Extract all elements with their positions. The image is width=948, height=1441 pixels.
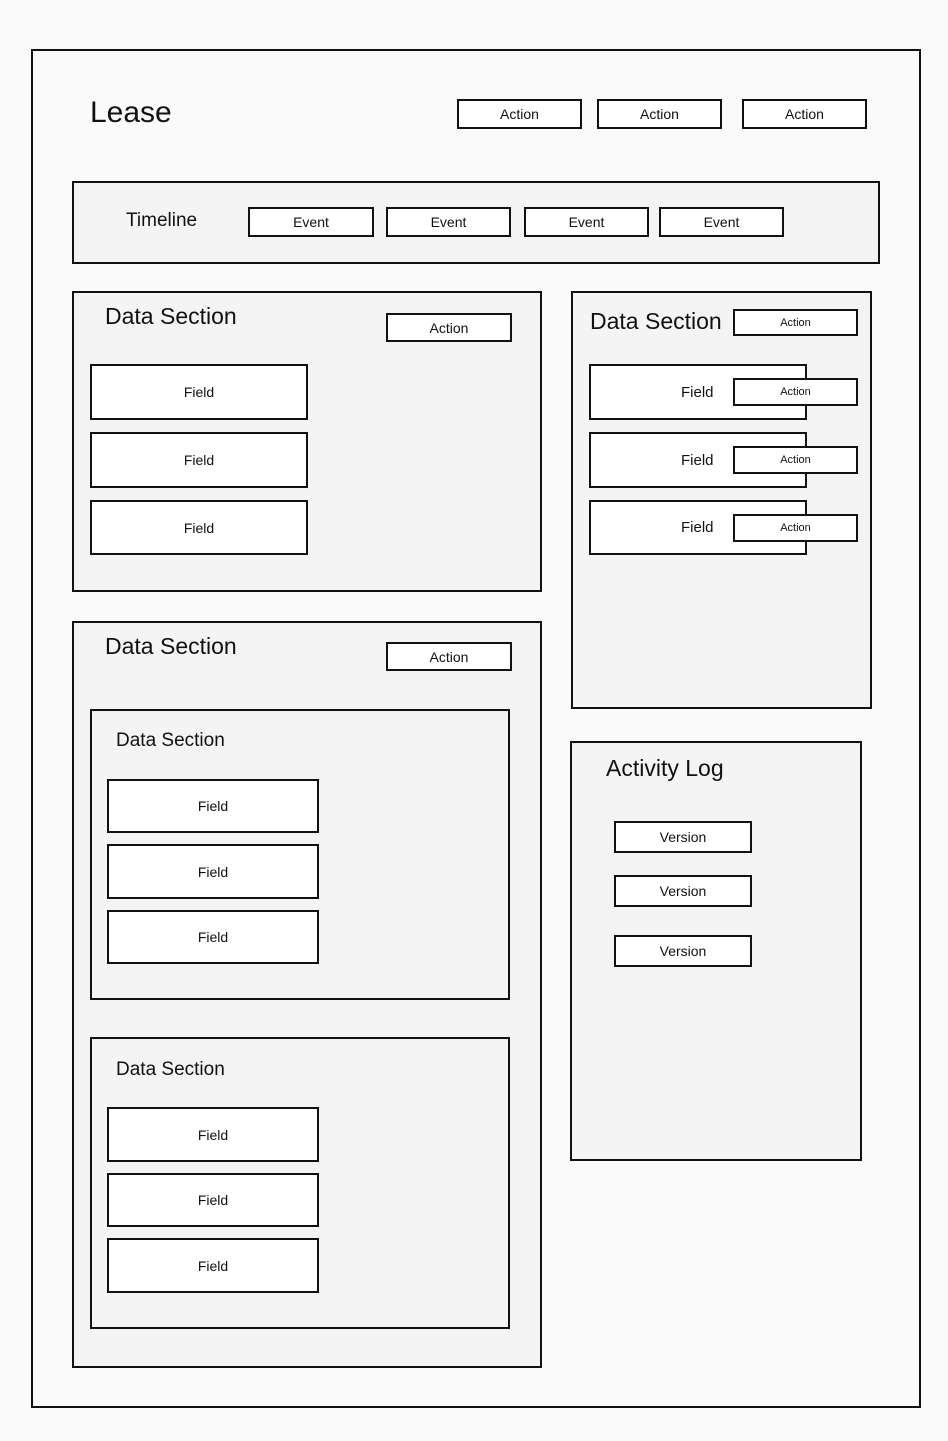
- field-input-3[interactable]: Field: [90, 500, 308, 555]
- timeline-event-button-3[interactable]: Event: [524, 207, 649, 237]
- activity-log-title: Activity Log: [606, 755, 724, 781]
- field-input[interactable]: Field: [107, 1107, 319, 1162]
- field-input-2[interactable]: Field: [90, 432, 308, 488]
- field-input[interactable]: Field: [107, 844, 319, 899]
- page-title: Lease: [90, 96, 172, 129]
- data-section-title: Data Section: [105, 303, 237, 329]
- data-section-action-button[interactable]: Action: [386, 642, 512, 671]
- timeline-event-button-1[interactable]: Event: [248, 207, 374, 237]
- version-button-3[interactable]: Version: [614, 935, 752, 967]
- timeline-event-button-2[interactable]: Event: [386, 207, 511, 237]
- version-button-1[interactable]: Version: [614, 821, 752, 853]
- data-section-title: Data Section: [105, 633, 237, 659]
- field-action-button-1[interactable]: Action: [733, 378, 858, 406]
- field-input[interactable]: Field: [107, 779, 319, 833]
- field-action-button-3[interactable]: Action: [733, 514, 858, 542]
- timeline-label: Timeline: [126, 210, 198, 231]
- header-action-button-3[interactable]: Action: [742, 99, 867, 129]
- field-label: Field: [681, 383, 714, 401]
- header-action-button-1[interactable]: Action: [457, 99, 582, 129]
- field-input-1[interactable]: Field: [90, 364, 308, 420]
- data-section-right-action-button[interactable]: Action: [733, 309, 858, 336]
- header-action-button-2[interactable]: Action: [597, 99, 722, 129]
- data-subsection-title: Data Section: [116, 730, 225, 751]
- field-label: Field: [681, 519, 714, 536]
- field-action-button-2[interactable]: Action: [733, 446, 858, 474]
- field-input[interactable]: Field: [107, 1173, 319, 1227]
- field-input[interactable]: Field: [107, 1238, 319, 1293]
- data-subsection-title: Data Section: [116, 1059, 225, 1080]
- field-input[interactable]: Field: [107, 910, 319, 964]
- data-section-right-title: Data Section: [590, 308, 722, 334]
- data-section-action-button[interactable]: Action: [386, 313, 512, 342]
- field-label: Field: [681, 451, 714, 469]
- timeline-event-button-4[interactable]: Event: [659, 207, 784, 237]
- version-button-2[interactable]: Version: [614, 875, 752, 907]
